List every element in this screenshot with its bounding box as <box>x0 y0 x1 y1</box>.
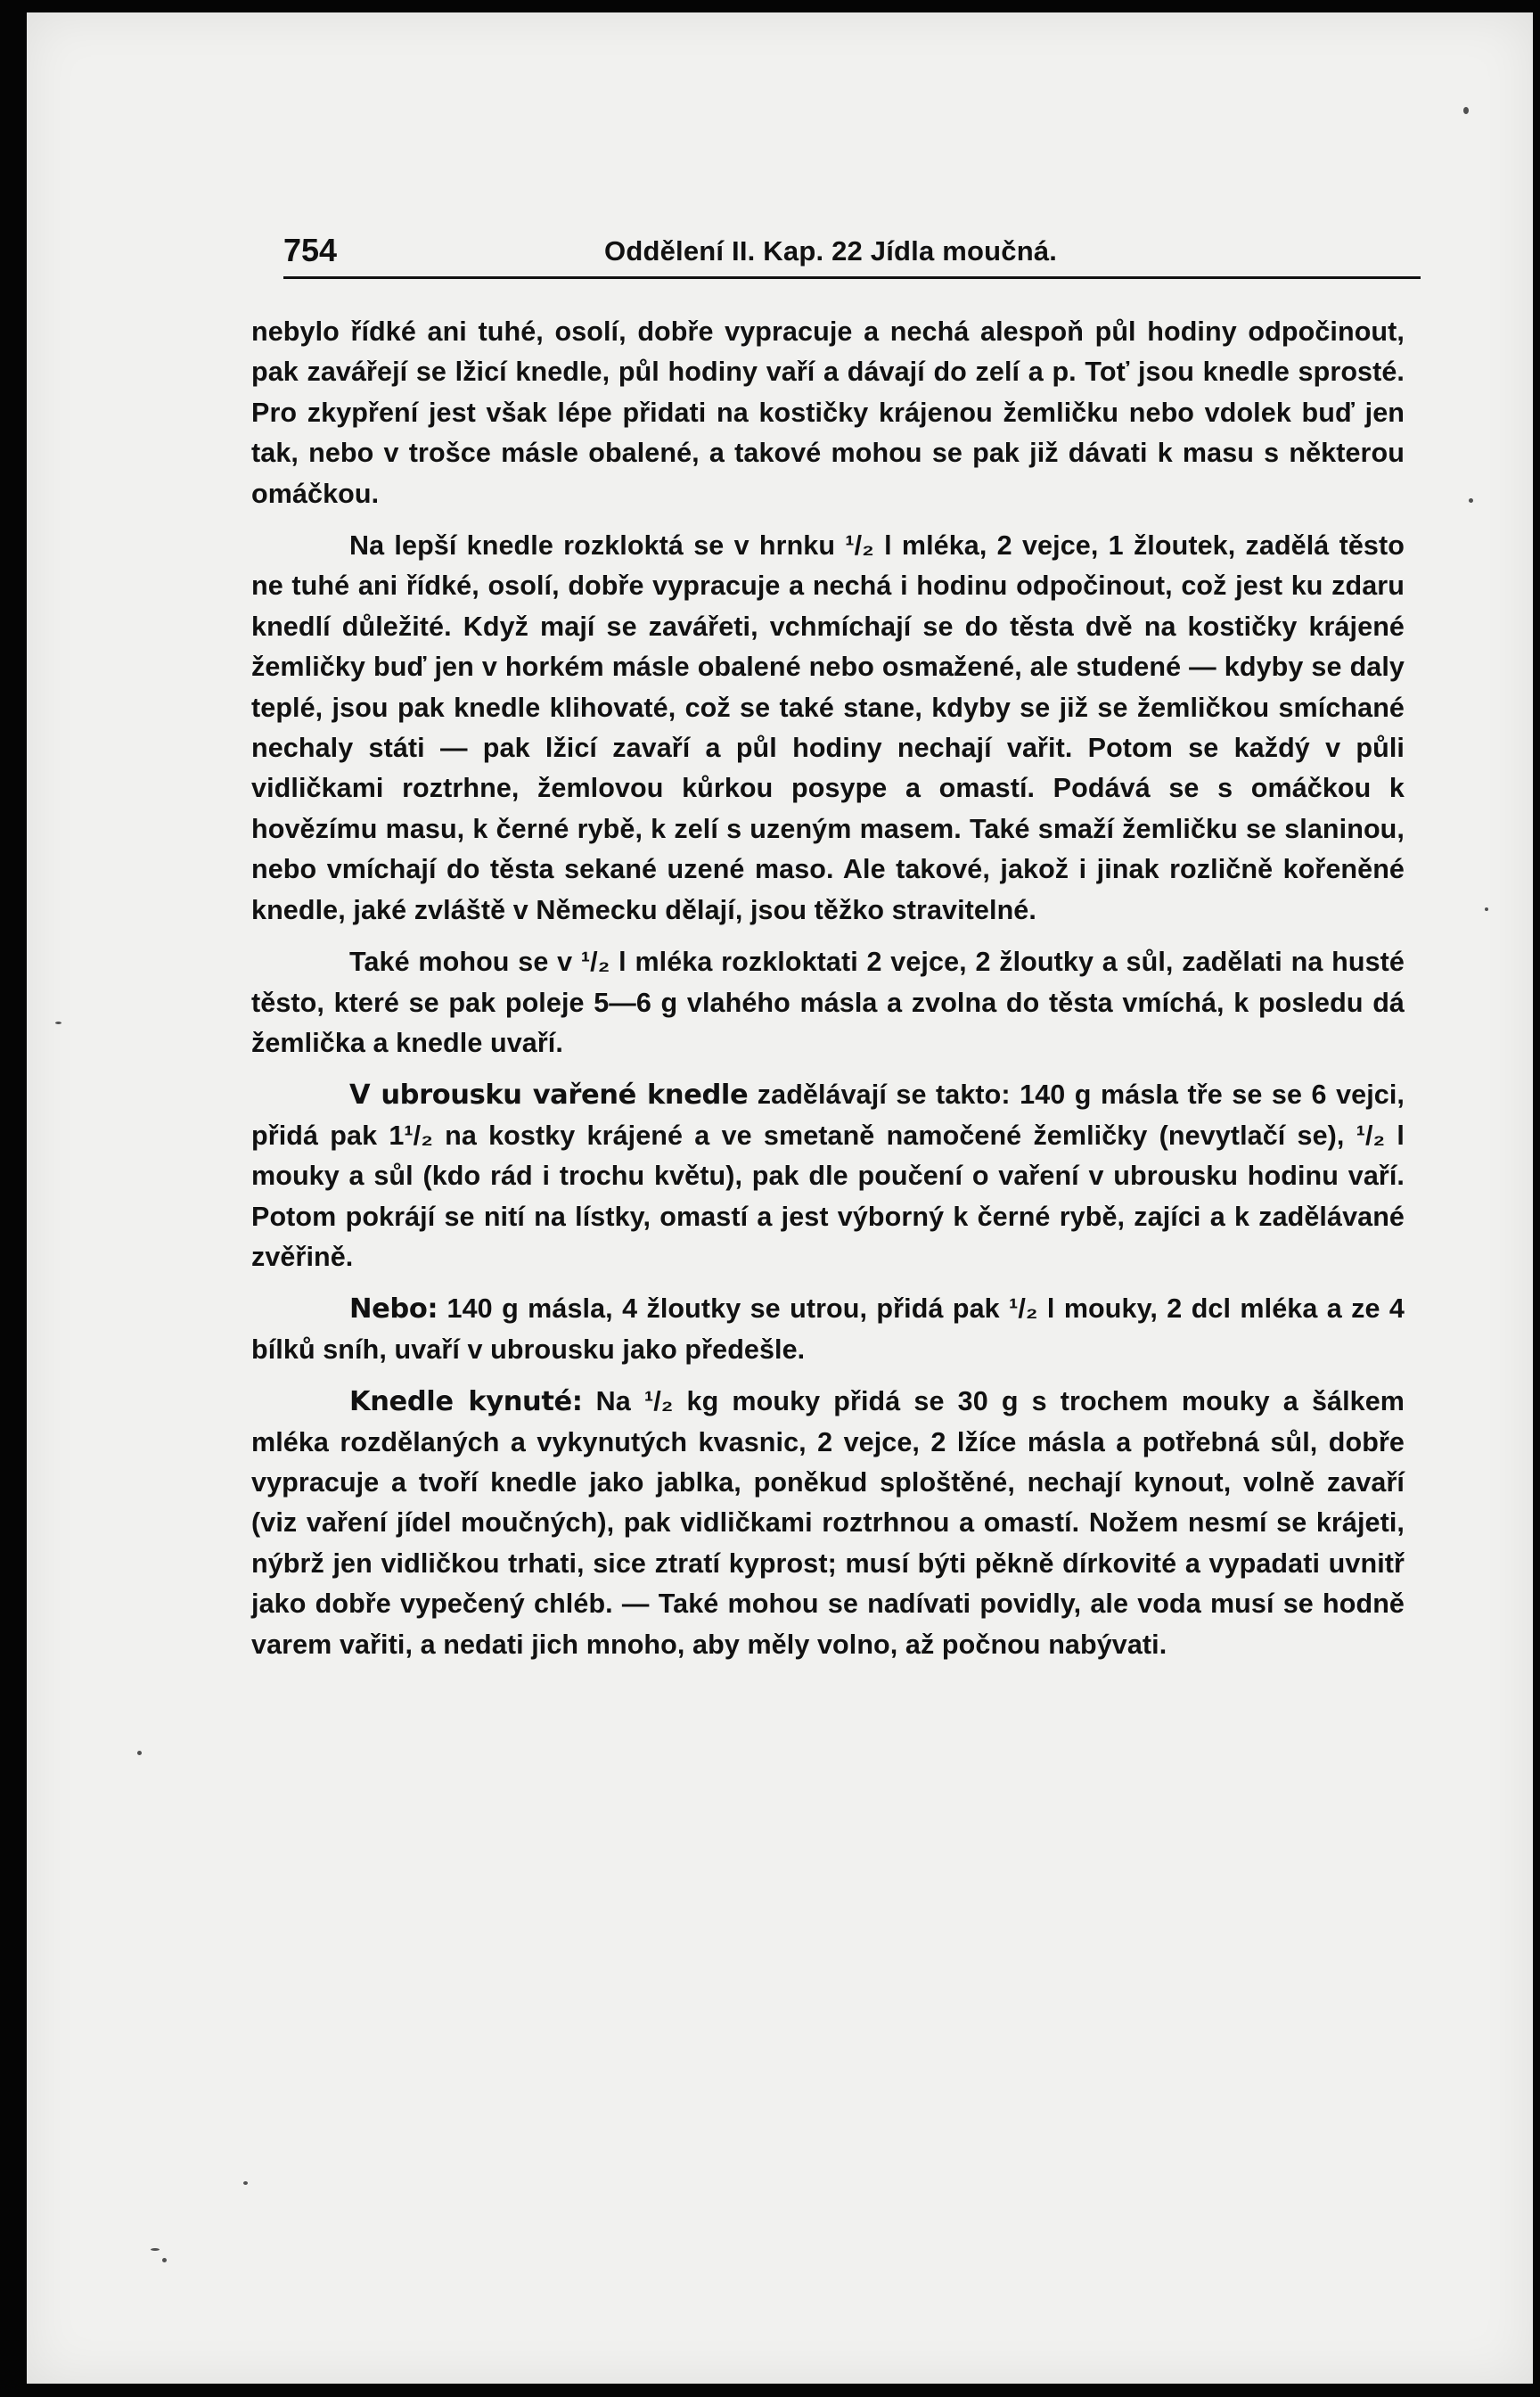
paragraph-lead: Nebo: <box>349 1293 438 1326</box>
paragraph-lead: Knedle kynuté: <box>349 1386 583 1418</box>
paragraph <box>251 1289 1405 1370</box>
body-text <box>251 312 1405 1677</box>
paragraph <box>251 526 1405 931</box>
paragraph-text: Na ¹/₂ kg mouky přidá se 30 g s trochem mouky a šálkem mléka rozdělaných a vykynutých kvasnic, 2 vejce, 2 lžíce másla a potřebná sůl, dobře vypracuje a tvoří knedle jako jablka, poněkud sploštěné, nechají kynout, volně zavaří (viz vaření jídel moučných), pak vidličkami roztrhnou a omastí. Nožem nesmí se krájeti, nýbrž jen vidličkou trhati, sice ztratí kyprost; musí býti pěkně dírkovité a vypadati uvnitř jako dobře vypečený chléb. — Také mohou se nadívati povidly, ale voda musí se hodně varem vařiti, a nedati jich mnoho, aby měly volno, až počnou nabývati. <box>251 1386 1405 1660</box>
page-number: 754 <box>283 232 338 268</box>
paragraph-text: zadělávají se takto: 140 g másla tře se se 6 vejci, přidá pak 1¹/₂ na kostky krájené a ve smetaně namočené žemličky (nevytlačí se), ¹/₂ l mouky a sůl (kdo rád i trochu květu), pak dle poučení o vaření v ubrousku hodinu vaří. Potom pokrájí se nití na lístky, omastí a jest výborný k černé rybě, zajíci a k zadělávané zvěřině. <box>251 1079 1405 1272</box>
paragraph <box>251 1382 1405 1665</box>
paragraph <box>251 1075 1405 1277</box>
paragraph-text: Na lepší knedle rozkloktá se v hrnku ¹/₂ l mléka, 2 vejce, 1 žloutek, zadělá těsto ne tuhé ani řídké, osolí, dobře vypracuje a nechá i hodinu odpočinout, což jest ku zdaru knedlí důležité. Když mají se zavářeti, vchmíchají se do těsta dvě na kostičky krájené žemličky buď jen v horkém másle obalené nebo osmažené, ale studené — kdyby se daly teplé, jsou pak knedle klihovaté, což se také stane, kdyby se již se žemličkou smíchané nechaly státi — pak lžicí zavaří a půl hodiny nechají vařit. Potom se každý v půli vidličkami roztrhne, žemlovou kůrkou posype a omastí. Podává se s omáčkou k hovězímu masu, k černé rybě, k zelí s uzeným masem. Také smaží žemličku se slaninou, nebo vmíchají do těsta sekané uzené maso. Ale takové, jakož i jinak rozličně kořeněné knedle, jaké zvláště v Německu dělají, jsou těžko stravitelné. <box>251 530 1405 925</box>
paragraph-text: 140 g másla, 4 žloutky se utrou, přidá pak ¹/₂ l mouky, 2 dcl mléka a ze 4 bílků sníh, uvaří v ubrousku jako předešle. <box>251 1293 1405 1365</box>
paper-speck <box>162 2258 167 2262</box>
paper-speck <box>137 1751 142 1755</box>
paper-speck <box>55 1022 61 1024</box>
paragraph-lead: V ubrousku vařené knedle <box>349 1079 749 1112</box>
paper-speck <box>1485 907 1488 911</box>
paper-speck <box>151 2248 160 2251</box>
paper-speck <box>1469 498 1473 503</box>
page-header <box>283 232 1421 279</box>
paragraph <box>251 942 1405 1063</box>
paragraph-text: nebylo řídké ani tuhé, osolí, dobře vypracuje a nechá alespoň půl hodiny odpočinout, pak zavářejí se lžicí knedle, půl hodiny vaří a dávají do zelí a p. Toť jsou knedle sprosté. Pro zkypření jest však lépe přidati na kostičky krájenou žemličku nebo vdolek buď jen tak, nebo v trošce másle obalené, a takové mohou se pak již dávati k masu s některou omáčkou. <box>251 316 1405 509</box>
paragraph <box>251 312 1405 514</box>
paper-speck <box>243 2181 248 2185</box>
paper-speck <box>1463 107 1469 114</box>
paragraph-text: Také mohou se v ¹/₂ l mléka rozkloktati 2 vejce, 2 žloutky a sůl, zadělati na husté těsto, které se pak poleje 5—6 g vlahého másla a zvolna do těsta vmíchá, k posledu dá žemlička a knedle uvaří. <box>251 947 1405 1058</box>
running-title: Oddělení II. Kap. 22 Jídla moučná. <box>604 235 1058 267</box>
